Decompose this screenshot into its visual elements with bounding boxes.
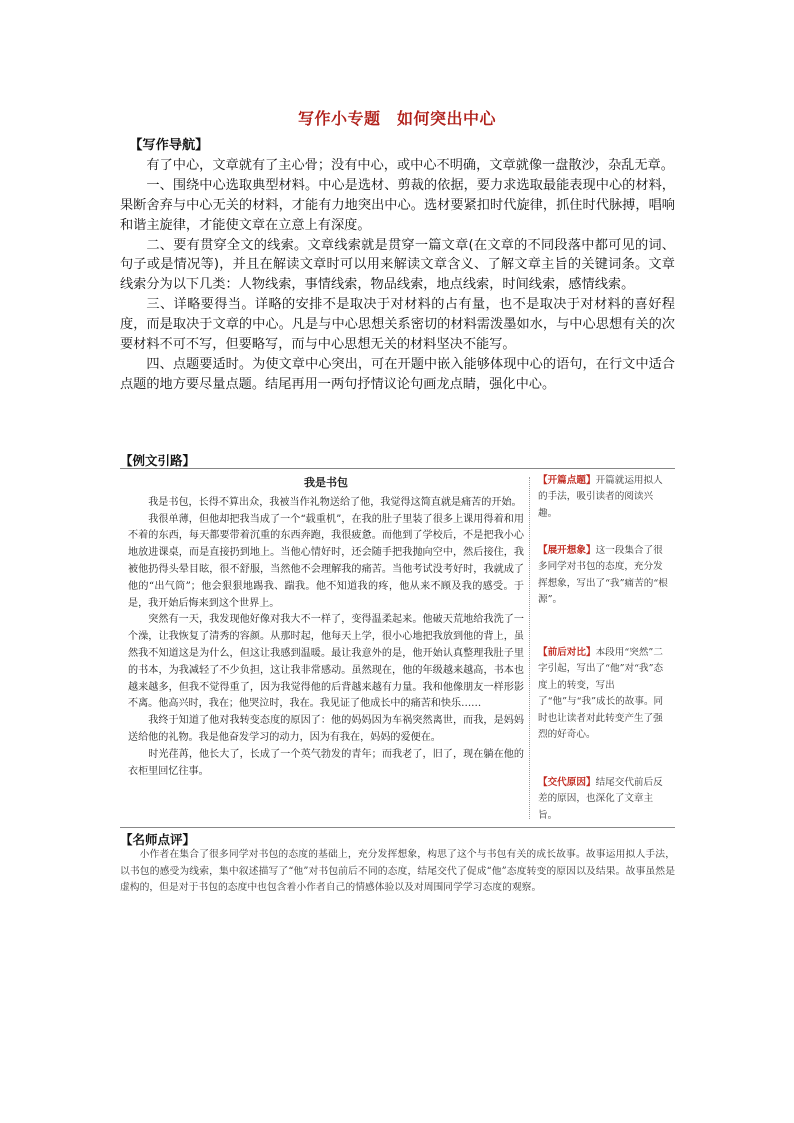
essay-paragraph: 突然有一天，我发现他好像对我大不一样了，变得温柔起来。他破天荒地给我洗了一个澡，让我恢复了清秀的容颜。从那时起，他每天上学，很小心地把我放到他的背上，虽然我不知道这是为什么，但这让我感到温暖。最让我意外的是，他开始认真整理我肚子里的书本，为我减轻了不少负担，这让我非常感动。虽然现在，他的年级越来越高，书本也越来越多，但我不觉得重了，因为我觉得他的后背越来越有力量。我和他像朋友一样形影不离。他高兴时，我在；他哭泣时，我在。我见证了他成长中的痛苦和快乐…… (128, 614, 524, 710)
side-note-tag: 【开篇点题】 (538, 475, 596, 486)
guide-paragraph: 二、要有贯穿全文的线索。文章线索就是贯穿一篇文章(在文章的不同段落中都可见的词、句子或是情况等)，并且在解读文章时可以用来解读文章含义、了解文章主旨的关键词条。文章线索分为以下几类：人物线索，事情线索，物品线索，地点线索，时间线索，感情线索。 (120, 237, 675, 293)
essay-paragraph: 我终于知道了他对我转变态度的原因了：他的妈妈因为车祸突然离世，而我，是妈妈送给他的礼物。我是他奋发学习的动力，因为有我在，妈妈的爱便在。 (128, 715, 524, 743)
teacher-review (120, 847, 675, 897)
guide-paragraph: 四、点题要适时。为使文章中心突出，可在开题中嵌入能够体现中心的语句，在行文中适合点题的地方要尽量点题。结尾再用一两句抒情议论句画龙点睛，强化中心。 (120, 356, 675, 392)
essay-title: 我是书包 (304, 476, 348, 489)
side-note-text: 这一段集合了很多同学对书包的态度，充分发挥想象，写出了“我”痛苦的“根源”。 (538, 545, 668, 606)
side-note-tag: 【交代原因】 (538, 777, 596, 788)
side-note (538, 775, 670, 824)
side-note-tag: 【展开想象】 (538, 545, 596, 556)
side-note (538, 473, 670, 522)
guide-paragraph: 一、围绕中心选取典型材料。中心是选材、剪裁的依据，要力求选取最能表现中心的材料，果断舍弃与中心无关的材料，才能有力地突出中心。选材要紧扣时代旋律，抓住时代脉搏，唱响和谐主旋律，才能使文章在立意上有深度。 (120, 177, 675, 233)
guide-heading: 【写作导航】 (129, 138, 209, 153)
side-note-text: 结尾交代前后反差的原因，也深化了文章主旨。 (538, 777, 663, 821)
essay-paragraph: 我很单薄，但他却把我当成了一个“载重机”，在我的肚子里装了很多上课用得着和用不着的东西，每天都要带着沉重的东西奔跑，我很疲惫。而他到了学校后，不是把我小心地放进课桌，而是直接扔到地上。当他心情好时，还会随手把我抛向空中，然后接住，我被他扔得头晕目眩，很不舒服，当然他不会理解我的痛苦。当他考试没考好时，我就成了他的“出气筒”；他会狠狠地踢我、踹我。他不知道我的疼，他从来不顾及我的感受。于是，我开始后悔来到这个世界上。 (128, 513, 524, 609)
essay-paragraph: 时光荏苒，他长大了，长成了一个英气勃发的青年；而我老了，旧了，现在躺在他的衣柜里回忆往事。 (128, 748, 524, 777)
page-title: 写作小专题 如何突出中心 (297, 109, 496, 128)
review-text: 小作者在集合了很多同学对书包的态度的基础上，充分发挥想象，构思了这个与书包有关的成长故事。故事运用拟人手法，以书包的感受为线索，集中叙述描写了“他”对书包前后不同的态度，结尾交代了促成“他”态度转变的原因以及结果。故事虽然是虚构的，但是对于书包的态度中也包含着小作者自己的情感体验以及对周围同学学习态度的观察。 (120, 849, 675, 894)
side-note (538, 543, 670, 609)
review-heading: 【名师点评】 (120, 832, 196, 847)
side-note-text: 开篇就运用拟人的手法，吸引读者的阅读兴趣。 (538, 475, 663, 519)
side-note (538, 645, 670, 743)
column-divider (529, 477, 530, 819)
side-note-text: 本段用“突然”二字引起，写出了“他”对“我”态度上的转变，写出了“他”与“我”成长的故事。同时也让读者对此转变产生了强烈的好奇心。 (538, 647, 664, 741)
guide-paragraph: 三、详略要得当。详略的安排不是取决于对材料的占有量，也不是取决于对材料的喜好程度，而是取决于文章的中心。凡是与中心思想关系密切的材料需泼墨如水，与中心思想有关的次要材料不可不写，但要略写，而与中心思想无关的材料坚决不能写。 (120, 297, 675, 353)
guide-paragraph: 有了中心，文章就有了主心骨；没有中心，或中心不明确，文章就像一盘散沙，杂乱无章。 (146, 157, 674, 173)
example-essay-box (120, 468, 675, 828)
essay-paragraph: 我是书包，长得不算出众，我被当作礼物送给了他，我觉得这简直就是痛苦的开始。 (148, 496, 522, 508)
example-heading: 【例文引路】 (120, 453, 196, 468)
example-essay (128, 475, 524, 780)
writing-guide-section (120, 136, 675, 395)
side-note-tag: 【前后对比】 (538, 647, 596, 658)
